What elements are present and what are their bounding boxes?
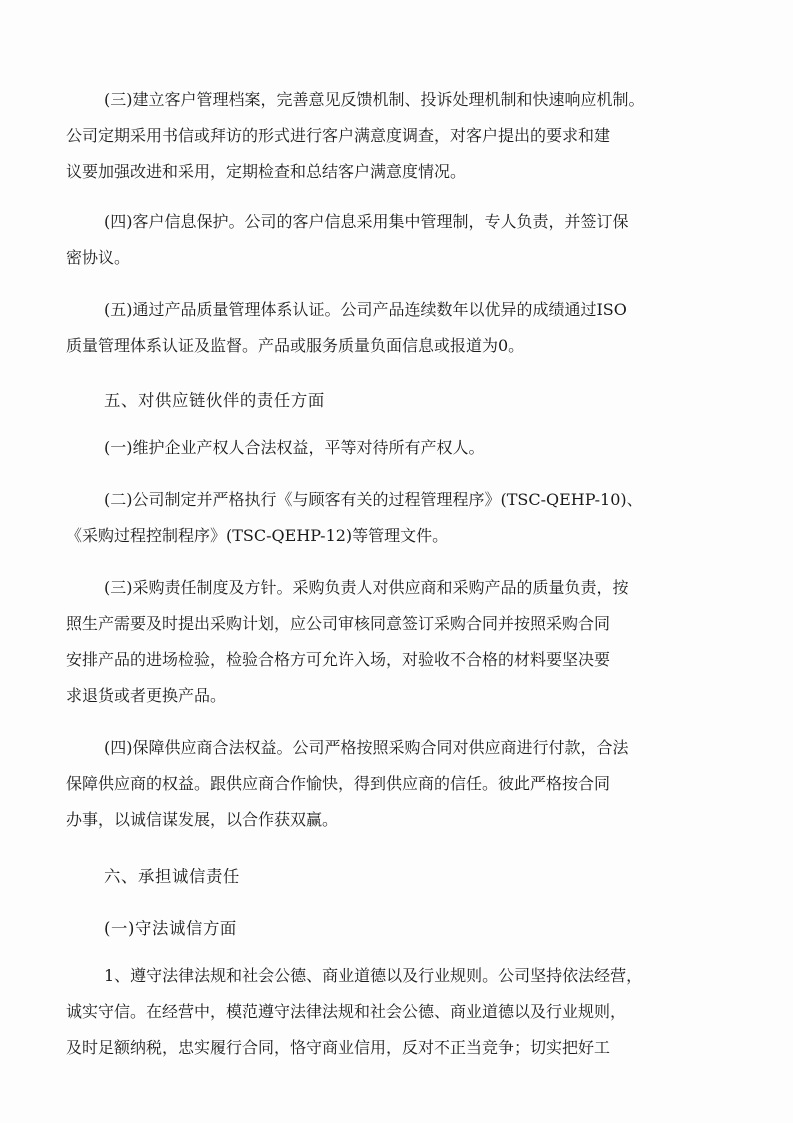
text-line: (三)建立客户管理档案，完善意见反馈机制、投诉处理机制和快速响应机制。	[104, 90, 645, 109]
text-line: 办事，以诚信谋发展，以合作获双赢。	[66, 810, 339, 829]
text-line: (五)通过产品质量管理体系认证。公司产品连续数年以优异的成绩通过ISO	[104, 300, 627, 319]
text-line: 诚实守信。在经营中，模范遵守法律法规和社会公德、商业道德以及行业规则，	[66, 1002, 627, 1021]
paragraph-quality-certification	[66, 297, 738, 369]
text-line: 及时足额纳税，忠实履行合同，恪守商业信用，反对不正当竞争；切实把好工	[66, 1038, 611, 1057]
text-line: 议要加强改进和采用，定期检查和总结客户满意度情况。	[66, 162, 467, 181]
paragraph-law-compliance	[66, 963, 738, 1071]
text-line: 质量管理体系认证及监督。产品或服务质量负面信息或报道为0。	[66, 336, 525, 355]
paragraph-supplier-rights	[66, 735, 738, 843]
paragraph-procurement-policy	[66, 575, 738, 719]
text-line: 求退货或者更换产品。	[66, 686, 227, 705]
document-body	[66, 87, 738, 1071]
text-line: 密协议。	[66, 248, 131, 267]
text-line: 1、遵守法律法规和社会公德、商业道德以及行业规则。公司坚持依法经营，	[104, 966, 643, 985]
subsection-heading-law-integrity: (一)守法诚信方面	[104, 919, 237, 938]
text-line: 公司定期采用书信或拜访的形式进行客户满意度调查，对客户提出的要求和建	[66, 126, 611, 145]
section-heading-integrity: 六、承担诚信责任	[104, 867, 240, 886]
text-line: 照生产需要及时提出采购计划，应公司审核同意签订采购合同并按照采购合同	[66, 614, 611, 633]
text-line: (四)保障供应商合法权益。公司严格按照采购合同对供应商进行付款，合法	[104, 738, 629, 757]
text-line: 安排产品的进场检验，检验合格方可允许入场，对验收不合格的材料要坚决要	[66, 650, 611, 669]
text-line: 保障供应商的权益。跟供应商合作愉快，得到供应商的信任。彼此严格按合同	[66, 774, 611, 793]
paragraph-management-documents	[66, 487, 738, 559]
paragraph-customer-privacy	[66, 209, 738, 281]
section-heading-supply-chain: 五、对供应链伙伴的责任方面	[104, 391, 325, 410]
paragraph-customer-archive	[66, 87, 738, 195]
text-line: 《采购过程控制程序》(TSC-QEHP-12)等管理文件。	[66, 526, 449, 545]
text-line: (一)维护企业产权人合法权益，平等对待所有产权人。	[104, 438, 485, 457]
text-line: (二)公司制定并严格执行《与顾客有关的过程管理程序》(TSC-QEHP-10)、	[104, 490, 643, 509]
paragraph-property-rights	[66, 435, 738, 471]
text-line: (三)采购责任制度及方针。采购负责人对供应商和采购产品的质量负责，按	[104, 578, 629, 597]
text-line: (四)客户信息保护。公司的客户信息采用集中管理制，专人负责，并签订保	[104, 212, 629, 231]
